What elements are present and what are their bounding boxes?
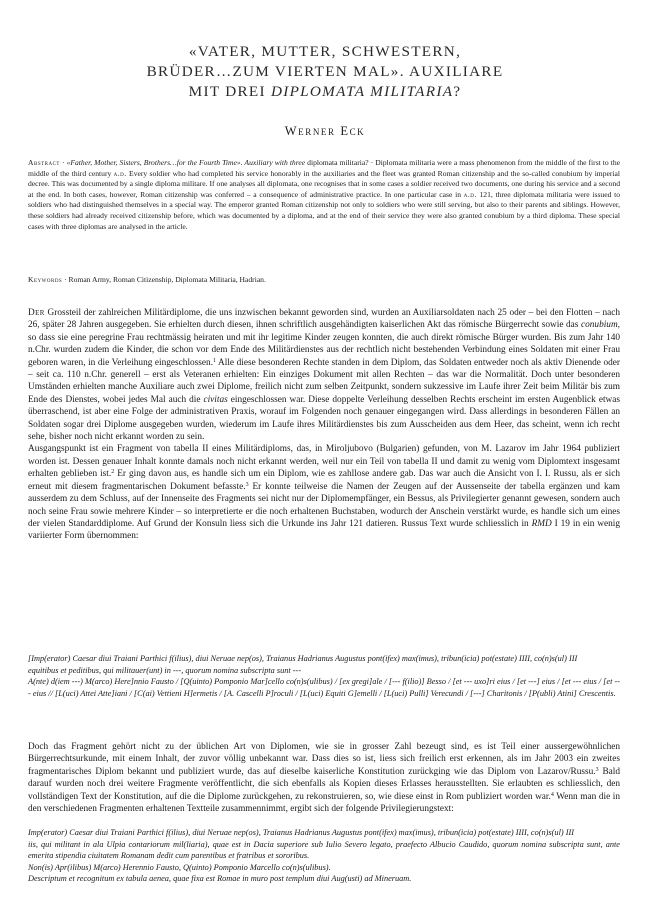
keywords-separator: ·: [62, 275, 69, 284]
para1-text-6: Er ging davon aus, es handle sich um ein Diplom, wie es zahllose andere gab. Das war auch die Ansicht von I. I. Russu, als er sich erneut mit diesem fragmentarischen Dokument befasste.: [28, 469, 620, 492]
footnote-ref-3[interactable]: 3: [245, 481, 249, 488]
footnote-ref-3b[interactable]: 3: [595, 766, 599, 773]
footnote-ref-4[interactable]: 4: [550, 791, 554, 798]
quote1-line-1: [Imp(erator) Caesar diui Traiani Parthici f(ilius), diui Neruae nep(os), Traianus Hadrianus Augustus pont(ifex) max(imus), tribun(icia) pot(estate) IIII, co(n)s(ul) III: [28, 654, 578, 663]
abstract-separator: ·: [60, 158, 67, 167]
quote2-line-1: Imp(erator) Caesar diui Traiani Parthici f(ilius), diui Neruae nep(os), Traianus Hadrianus Augustus pont(ifex) max(imus), tribun(icia) pot(estate) IIII, co(n)s(ul) III: [28, 828, 574, 837]
para1-text-8: I 19 in ein wenig variierter Form übernommen:: [28, 518, 620, 542]
abstract-english-title: «Father, Mother, Sisters, Brothers…for the Fourth Time». Auxiliary with three: [66, 158, 306, 167]
para1-text-5: Ausgangspunkt ist ein Fragment von tabella II eines Militärdiploms, das, in Miroljubovo (Bulgarien) gefunden, von M. Lazarov im Jahr 1964 publiziert worden ist. Dessen genauer Inhalt konnte damals noch nicht erkannt werden, weil nur ein Teil von tabella II und damit zu wenig vom Diplomtext insgesamt erhalten geblieben ist.: [28, 444, 620, 480]
para1-text-2: , so dass sie eine peregrine Frau rechtmässig heiraten und mit ihr legitime Kinder zeugen konnten, die auch direkt römische Bürger wurden. Bis zum Jahr 140 n.Chr. wurden zudem die Kinder, die schon vor dem Ende des Militärdienstes aus der rechtlich nicht bestehenden Verbindung eines Soldaten mit einer Frau geboren waren, in die Verleihung eingeschlossen.: [28, 320, 620, 368]
title-line-3-end: ?: [453, 83, 462, 100]
abstract: [28, 158, 620, 232]
title-line-2: BRÜDER…ZUM VIERTEN MAL». AUXILIARE: [146, 63, 504, 80]
abstract-text-1: diplomata militaria? · Diplomata militaria were a mass phenomenon from the middle of the first to the middle of the third century: [28, 158, 620, 178]
abstract-label: Abstract: [28, 158, 60, 167]
footnote-ref-2[interactable]: 2: [111, 469, 115, 476]
quote2-line-3: Non(is) Apr(ilibus) M(arco) Herennio Fausto, Q(uinto) Pomponio Marcello co(n)s(ulibus).: [28, 862, 331, 872]
keywords-text: Roman Army, Roman Citizenship, Diplomata Militaria, Hadrian.: [68, 275, 266, 284]
keywords-label: Keywords: [28, 275, 63, 284]
title-line-3-text: MIT DREI: [188, 83, 271, 100]
author-name: Werner Eck: [284, 124, 366, 138]
keywords: [28, 275, 620, 286]
abstract-era-1: a.d.: [113, 168, 127, 178]
body-paragraph-1: [28, 307, 620, 543]
quote2-line-2: iis, qui militant in ala Ulpia contariorum mil(liaria), quae est in Dacia superiore sub Iulio Severo legato, praefecto Albucio Caudido, quorum nomina subscripta sunt, ante emerita stipendia ciuitatem Romanam dedit cum parentibus et fratribus et sororibus.: [28, 839, 620, 861]
inscription-quote-2: [28, 827, 620, 885]
para1-term-civitas: civitas: [203, 394, 228, 405]
title-line-3-italic: DIPLOMATA MILITARIA: [270, 83, 454, 100]
body-paragraph-2: [28, 741, 620, 815]
paragraph-opening-word: Der: [28, 308, 45, 318]
inscription-quote-1: [28, 653, 620, 699]
article-title: [60, 42, 590, 102]
footnote-ref-1[interactable]: 1: [213, 357, 217, 364]
para2-text-2: Bald darauf wurden noch drei weitere Fragmente veröffentlicht, die sich ebenfalls als Kopien dieses Erlasses herausstellten. Sie erlaubten es schliesslich, den vollständigen Text der Konstitution, auf die die Diplome zurückgehen, zu rekonstruieren, so, wie diese einst in Rom publiziert worden war.: [28, 766, 620, 802]
quote1-line-2: equitibus et peditibus, qui militauer(unt) in ---, quorum nomina subscripta sunt ---: [28, 665, 302, 675]
para1-text-4: eingeschlossen war. Diese doppelte Verleihung desselben Rechts erscheint im ersten Augenblick etwas überraschend, ist aber eine Folge der administrativen Praxis, worauf im Folgenden noch genauer eingegangen wird. Dass allerdings in besonderen Fällen an Soldaten sogar drei Diplome ausgegeben wurden, wiederum im Laufe ihres Militärdienstes bis zum Ausscheiden aus dem Heer, das scheint, wenn ich recht sehe, bisher noch nicht erkannt worden zu sein.: [28, 394, 620, 443]
title-line-1: «VATER, MUTTER, SCHWESTERN,: [188, 43, 462, 60]
para2-text-3: Wenn man die in den verschiedenen Fragmenten erhaltenen Textteile zusammennimmt, ergibt sich der folgende Privilegierungstext:: [28, 791, 620, 815]
para1-text-1: Grossteil der zahlreichen Militärdiplome, die uns inzwischen bekannt geworden sind, wurden an Auxiliarsoldaten nach 25 oder – bei den Flotten – nach 26, später 28 Jahren ausgegeben. Sie erhielten durch diesen, ihnen schriftlich ausgehändigten kaiserlichen Akt das römische Bürgerrecht sowie das: [28, 308, 620, 331]
abstract-era-2: a.d.: [463, 189, 477, 199]
quote2-line-4: Descriptum et recognitum ex tabula aenea, quae fixa est Romae in muro post templum diui Aug(usti) ad Mineruam.: [28, 874, 412, 884]
title-line-3: [60, 82, 590, 102]
para2-text-1: Doch das Fragment gehört nicht zu der üblichen Art von Diplomen, wie sie in grosser Zahl bezeugt sind, es ist Teil einer aussergewöhnlichen Bürgerrechtsurkunde, mit einem Inhalt, der zuvor völlig unbekannt war. Dass dies so ist, liess sich freilich erst erkennen, als im Jahr 2003 ein zweites fragmentarisches Diplom bekannt und publiziert wurde, das auf dieselbe kaiserliche Konstitution zurückging wie das Diplom von Lazarov/Russu.: [28, 742, 620, 777]
para1-term-conubium: conubium: [581, 320, 618, 331]
abstract-text-2: Every soldier who had completed his service honorably in the auxiliaries and the fleet was granted Roman citizenship and the so-called conubium by imperial decree. This was documented by a single diploma militare. If one analyses all diplomata, one recognises that in some cases a soldier received two documents, one during his service and a second at the end. In both cases, however, Roman citizenship was conferred – a consequence of administrative practice. In one particular case in: [28, 168, 620, 199]
abstract-text-3: 121, three diplomata militaria were issued to soldiers who had distinguished themselves in a special way. The emperor granted Roman citizenship not only to soldiers who were still serving, but also to their parents and siblings. However, these soldiers had already received citizenship before, which was documented by a diploma, and at the end of their service they were also granted conubium by a third diploma. These special cases with three diplomas are analysed in the article.: [28, 189, 621, 231]
para1-rmd: RMD: [531, 518, 552, 529]
quote1-line-3: A(nte) d(iem ---) M(arco) Here]nnio Fausto / [Q(uinto) Pomponio Mar]cello co(n)s(ulibus) / [ex gregi]ale / [--- f(ilio)] Besso / [et --- uxo]ri eius / [et ---] eius / [et --- eius / [et --- eius // [L(uci) Attei Atte]iani / [C(ai) Vettieni H]ermetis / [A. Cascelli P]roculi / [L(uci) Equiti G]emelli / [L(uci) Pulli] Verecundi / [---] Charitonis / [P(ubli) Atini] Crescentis.: [28, 677, 620, 698]
para1-text-3: Alle diese besonderen Rechte standen in dem Diplom, das Soldaten entweder noch als aktiv Dienende oder – seit ca. 110 n.Chr. generell – erst als Veteranen erhielten: Ein einziges Dokument mit allen Rechten – das war die Normalität. Doch unter besonderen Umständen erhielten manche Auxiliare auch zwei Diplome, freilich nicht zum selben Zeitpunkt, sondern sukzessive im Laufe ihrer Zeit beim Militär bis zum Ende des Dienstes, wobei jedes Mal auch die: [28, 357, 620, 405]
para1-text-7: Er konnte teilweise die Namen der Zeugen auf der Aussenseite der tabella ergänzen und kam ausserdem zu dem Schluss, auf der Innenseite des Fragments sei nicht nur der Diplomempfänger, ein Bessus, als Privilegierter genannt gewesen, sondern auch noch seine Frau sowie mehrere Kinder – so interpretierte er die noch erhaltenen Buchstaben, wodurch der Anschein verstärkt wurde, es handle sich um eines der vielen Standarddiplome. Auf Grund der Konsuln liess sich die Urkunde ins Jahr 121 datieren. Russus Text wurde schliesslich in: [28, 481, 620, 529]
